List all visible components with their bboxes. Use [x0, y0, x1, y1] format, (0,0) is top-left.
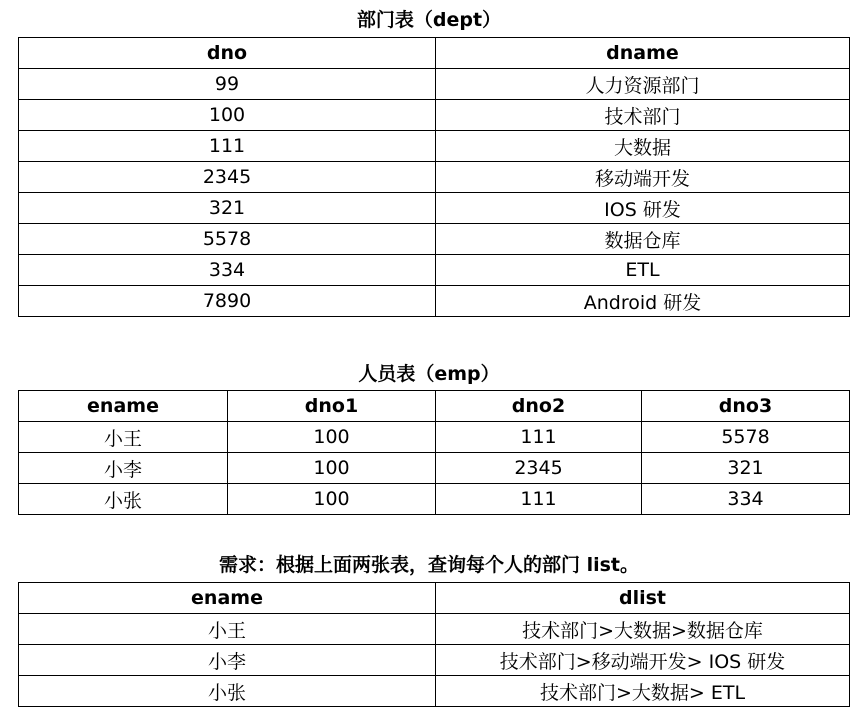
- ename-cell: 小王: [19, 614, 436, 645]
- dname-cell: 大数据: [436, 131, 850, 162]
- dname-cell: 人力资源部门: [436, 69, 850, 100]
- column-header-dno2: dno2: [436, 391, 642, 422]
- dno2-cell: 111: [436, 484, 642, 515]
- table-row: [19, 286, 850, 317]
- dname-cell: 移动端开发: [436, 162, 850, 193]
- result-table-title: 需求：根据上面两张表，查询每个人的部门 list。: [218, 554, 640, 576]
- dname-cell: 数据仓库: [436, 224, 850, 255]
- dno3-cell: 5578: [642, 422, 850, 453]
- table-row: [19, 131, 850, 162]
- ename-cell: 小张: [19, 484, 228, 515]
- dno-cell: 5578: [19, 224, 436, 255]
- column-header-dno3: dno3: [642, 391, 850, 422]
- dno-cell: 99: [19, 69, 436, 100]
- dno-cell: 2345: [19, 162, 436, 193]
- emp-table-title: 人员表（emp）: [358, 363, 500, 385]
- ename-cell: 小张: [19, 676, 436, 707]
- dno-cell: 334: [19, 255, 436, 286]
- dno1-cell: 100: [228, 453, 436, 484]
- table-row: [19, 224, 850, 255]
- dname-cell: IOS 研发: [436, 193, 850, 224]
- dname-cell: 技术部门: [436, 100, 850, 131]
- table-header-row: [19, 38, 850, 69]
- ename-cell: 小王: [19, 422, 228, 453]
- dno1-cell: 100: [228, 484, 436, 515]
- dno-cell: 111: [19, 131, 436, 162]
- table-row: [19, 162, 850, 193]
- dno-cell: 100: [19, 100, 436, 131]
- dlist-cell: 技术部门>大数据> ETL: [436, 676, 850, 707]
- ename-cell: 小李: [19, 645, 436, 676]
- table-row: [19, 255, 850, 286]
- dno1-cell: 100: [228, 422, 436, 453]
- table-row: [19, 193, 850, 224]
- dname-cell: Android 研发: [436, 286, 850, 317]
- column-header-dno: dno: [19, 38, 436, 69]
- table-row: [19, 69, 850, 100]
- dno-cell: 321: [19, 193, 436, 224]
- dno3-cell: 321: [642, 453, 850, 484]
- table-header-row: [19, 391, 850, 422]
- ename-cell: 小李: [19, 453, 228, 484]
- table-row: [19, 614, 850, 645]
- table-header-row: [19, 583, 850, 614]
- dno2-cell: 2345: [436, 453, 642, 484]
- table-row: [19, 453, 850, 484]
- table-row: [19, 645, 850, 676]
- dno2-cell: 111: [436, 422, 642, 453]
- result-table: [18, 582, 850, 707]
- dno3-cell: 334: [642, 484, 850, 515]
- table-row: [19, 676, 850, 707]
- dlist-cell: 技术部门>大数据>数据仓库: [436, 614, 850, 645]
- column-header-dno1: dno1: [228, 391, 436, 422]
- table-row: [19, 100, 850, 131]
- dlist-cell: 技术部门>移动端开发> IOS 研发: [436, 645, 850, 676]
- column-header-dname: dname: [436, 38, 850, 69]
- column-header-ename: ename: [19, 583, 436, 614]
- dept-table-title: 部门表（dept）: [356, 9, 502, 31]
- column-header-dlist: dlist: [436, 583, 850, 614]
- table-row: [19, 422, 850, 453]
- table-row: [19, 484, 850, 515]
- dept-table: [18, 37, 850, 317]
- dname-cell: ETL: [436, 255, 850, 286]
- column-header-ename: ename: [19, 391, 228, 422]
- emp-table: [18, 390, 850, 515]
- dno-cell: 7890: [19, 286, 436, 317]
